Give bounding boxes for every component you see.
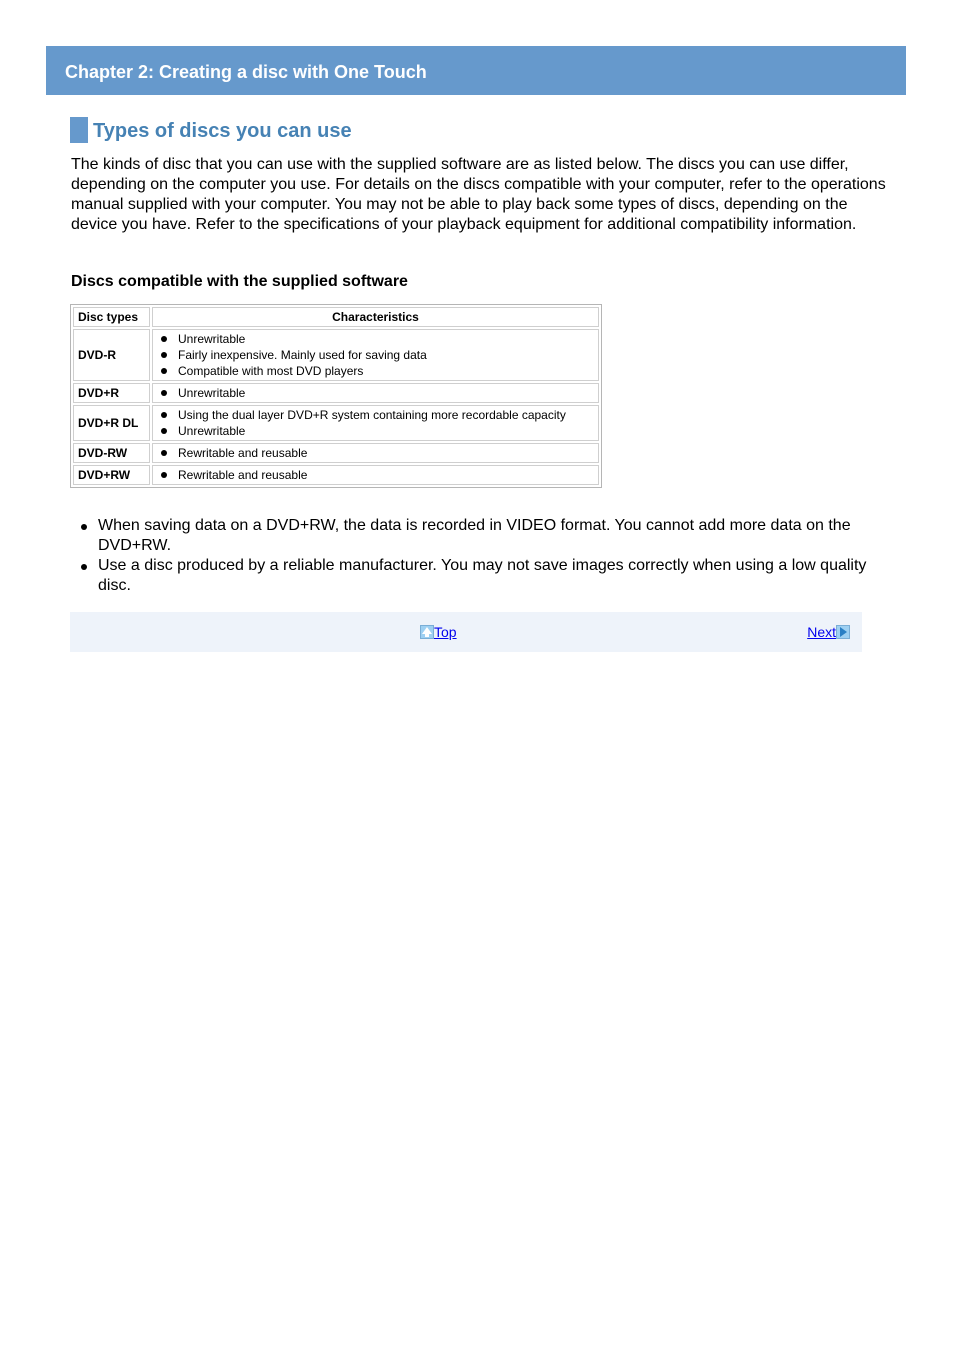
column-header-disc-types: Disc types — [73, 307, 150, 327]
notes-list — [71, 516, 886, 596]
list-item: Rewritable and reusable — [157, 445, 594, 461]
list-item: Unrewritable — [157, 385, 594, 401]
disc-type-cell: DVD-RW — [73, 443, 150, 463]
section-marker-icon — [70, 117, 88, 143]
table-row — [73, 405, 599, 441]
next-link[interactable] — [807, 623, 850, 641]
table-row — [73, 465, 599, 485]
list-item: Using the dual layer DVD+R system containing more recordable capacity — [157, 407, 594, 423]
footer-nav-bar — [70, 612, 862, 652]
characteristics-list — [157, 467, 594, 483]
note-item: Use a disc produced by a reliable manufacturer. You may not save images correctly when using a low quality disc. — [71, 556, 886, 596]
disc-type-cell: DVD+R — [73, 383, 150, 403]
list-item: Unrewritable — [157, 331, 594, 347]
table-row — [73, 329, 599, 381]
characteristics-list — [157, 407, 594, 439]
disc-type-cell: DVD-R — [73, 329, 150, 381]
characteristics-cell — [152, 465, 599, 485]
characteristics-list — [157, 445, 594, 461]
next-link-label: Next — [807, 624, 836, 640]
table-row — [73, 443, 599, 463]
table-header-row — [73, 307, 599, 327]
chapter-title: Chapter 2: Creating a disc with One Touch — [65, 62, 427, 82]
characteristics-list — [157, 331, 594, 379]
list-item: Unrewritable — [157, 423, 594, 439]
top-link-label: Top — [434, 624, 457, 640]
next-arrow-icon — [836, 625, 850, 639]
table-heading: Discs compatible with the supplied software — [71, 273, 408, 290]
list-item: Compatible with most DVD players — [157, 363, 594, 379]
chapter-header-bar — [46, 46, 906, 95]
section-title: Types of discs you can use — [93, 120, 352, 142]
column-header-characteristics: Characteristics — [152, 307, 599, 327]
list-item: Rewritable and reusable — [157, 467, 594, 483]
characteristics-list — [157, 385, 594, 401]
top-link[interactable] — [420, 623, 457, 641]
note-item: When saving data on a DVD+RW, the data is recorded in VIDEO format. You cannot add more data on the DVD+RW. — [71, 516, 886, 556]
characteristics-cell — [152, 443, 599, 463]
characteristics-cell — [152, 405, 599, 441]
characteristics-cell — [152, 329, 599, 381]
characteristics-cell — [152, 383, 599, 403]
intro-paragraph: The kinds of disc that you can use with the supplied software are as listed below. The discs you can use differ, depending on the computer you use. For details on the discs compatible with your computer, refer to the operations manual supplied with your computer. You may not be able to play back some types of discs, depending on the device you have. Refer to the specifications of your playback equipment for additional compatibility information. — [71, 156, 886, 233]
disc-types-table — [70, 304, 602, 488]
up-arrow-icon — [420, 625, 434, 639]
table-row — [73, 383, 599, 403]
list-item: Fairly inexpensive. Mainly used for saving data — [157, 347, 594, 363]
disc-type-cell: DVD+RW — [73, 465, 150, 485]
disc-type-cell: DVD+R DL — [73, 405, 150, 441]
